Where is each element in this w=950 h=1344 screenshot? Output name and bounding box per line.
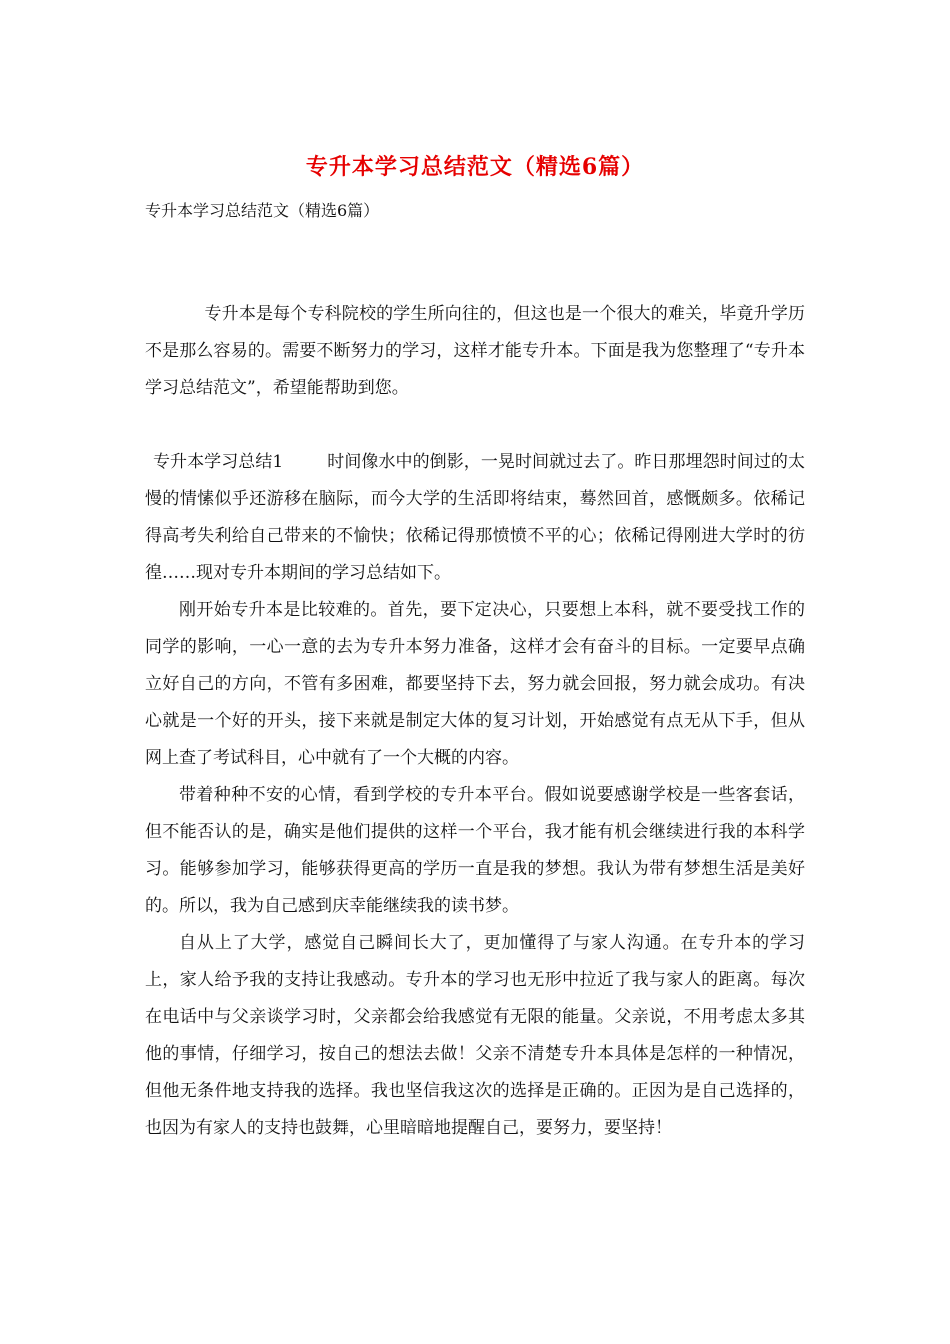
- section-first-text: 时间像水中的倒影，一晃时间就过去了。昨日那埋怨时间过的太慢的情愫似乎还游移在脑际，而今大学的生活即将结束，蓦然回首，感慨颇多。依稀记得高考失利给自己带来的不愉快；依稀记得那愤愤不平的心；依稀记得刚进大学时的彷徨……现对专升本期间的学习总结如下。: [145, 452, 805, 583]
- document-title: 专升本学习总结范文（精选6篇）: [305, 154, 645, 180]
- body-paragraph: 自从上了大学，感觉自己瞬间长大了，更加懂得了与家人沟通。在专升本的学习上，家人给予我的支持让我感动。专升本的学习也无形中拉近了我与家人的距离。每次在电话中与父亲谈学习时，父亲都会给我感觉有无限的能量。父亲说，不用考虑太多其他的事情，仔细学习，按自己的想法去做！父亲不清楚专升本具体是怎样的一种情况，但他无条件地支持我的选择。我也坚信我这次的选择是正确的。正因为是自己选择的，也因为有家人的支持也鼓舞，心里暗暗地提醒自己，要努力，要坚持！: [145, 933, 805, 1138]
- document-body: [145, 296, 805, 1147]
- section-1: [145, 444, 805, 592]
- body-paragraph: 带着种种不安的心情，看到学校的专升本平台。假如说要感谢学校是一些客套话，但不能否认的是，确实是他们提供的这样一个平台，我才能有机会继续进行我的本科学习。能够参加学习，能够获得更高的学历一直是我的梦想。我认为带有梦想生活是美好的。所以，我为自己感到庆幸能继续我的读书梦。: [145, 785, 805, 916]
- section-heading: 专升本学习总结1: [153, 452, 284, 472]
- document-subtitle: 专升本学习总结范文（精选6篇）: [145, 201, 380, 220]
- intro-paragraph: 专升本是每个专科院校的学生所向往的，但这也是一个很大的难关，毕竟升学历不是那么容易的。需要不断努力的学习，这样才能专升本。下面是我为您整理了“专升本学习总结范文”，希望能帮助到您。: [145, 304, 805, 398]
- body-paragraph: 刚开始专升本是比较难的。首先，要下定决心，只要想上本科，就不要受找工作的同学的影响，一心一意的去为专升本努力准备，这样才会有奋斗的目标。一定要早点确立好自己的方向，不管有多困难，都要坚持下去，努力就会回报，努力就会成功。有决心就是一个好的开头，接下来就是制定大体的复习计划，开始感觉有点无从下手，但从网上查了考试科目，心中就有了一个大概的内容。: [145, 600, 805, 768]
